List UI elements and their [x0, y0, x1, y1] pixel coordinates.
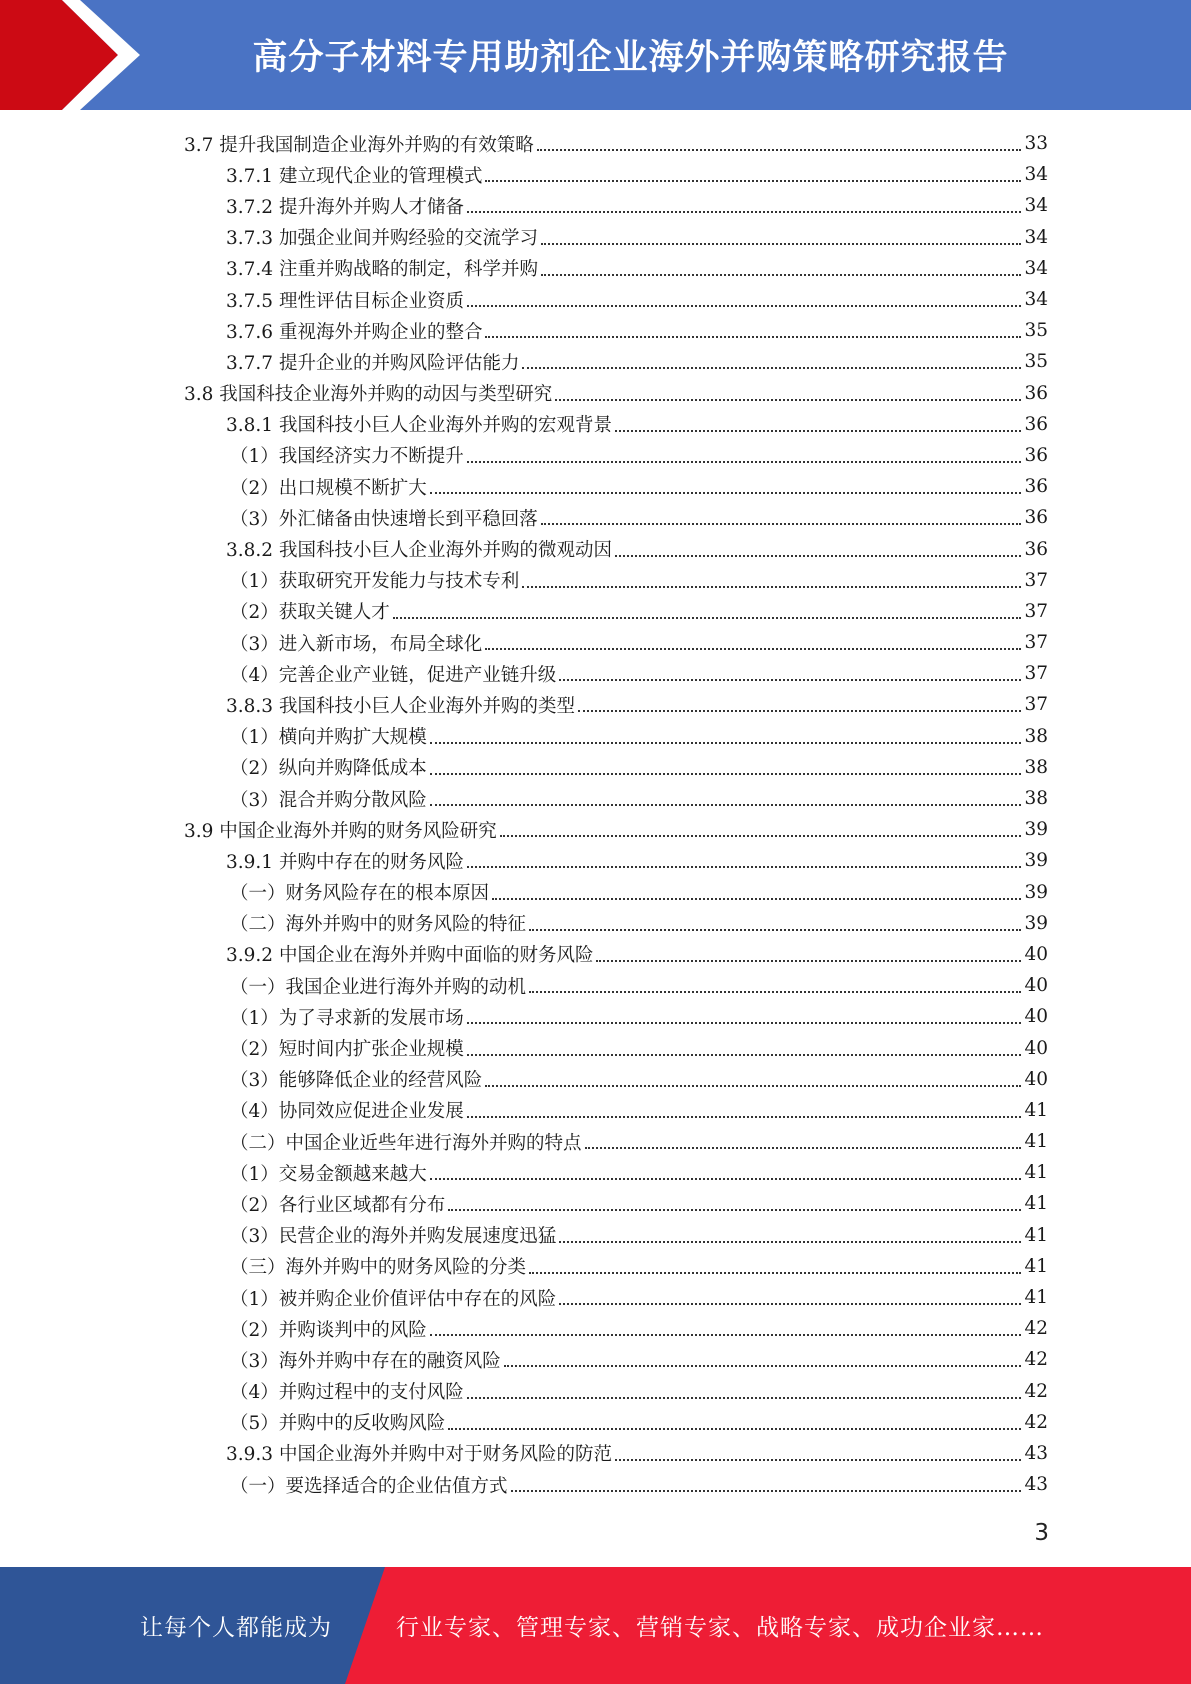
- toc-entry-page: 41: [1024, 1131, 1048, 1153]
- toc-entry-page: 42: [1024, 1380, 1048, 1402]
- toc-entry-page: 33: [1024, 133, 1048, 155]
- toc-leader-dots: [522, 585, 1021, 588]
- toc-entry[interactable]: [184, 1251, 1048, 1282]
- toc-leader-dots: [485, 335, 1021, 338]
- toc-leader-dots: [541, 273, 1021, 276]
- toc-entry-label: 3.8.2 我国科技小巨人企业海外并购的微观动因: [226, 540, 612, 562]
- toc-entry-page: 34: [1024, 226, 1048, 248]
- toc-entry-page: 36: [1024, 507, 1048, 529]
- toc-entry-label: 3.7.5 理性评估目标企业资质: [226, 290, 464, 312]
- toc-leader-dots: [448, 1208, 1021, 1211]
- toc-entry[interactable]: [184, 627, 1048, 658]
- toc-entry-page: 35: [1024, 351, 1048, 373]
- report-title: 高分子材料专用助剂企业海外并购策略研究报告: [252, 38, 1009, 78]
- toc-entry-page: 37: [1024, 569, 1048, 591]
- toc-entry-label: （3）外汇储备由快速增长到平稳回落: [230, 508, 538, 530]
- toc-entry-label: 3.7.2 提升海外并购人才储备: [226, 196, 464, 218]
- toc-entry-page: 39: [1024, 881, 1048, 903]
- toc-entry[interactable]: [184, 814, 1048, 845]
- toc-leader-dots: [485, 179, 1021, 182]
- toc-leader-dots: [467, 1115, 1022, 1118]
- toc-entry-page: 37: [1024, 663, 1048, 685]
- toc-leader-dots: [448, 1427, 1021, 1430]
- toc-leader-dots: [467, 210, 1021, 213]
- toc-entry-page: 40: [1024, 1068, 1048, 1090]
- toc-entry[interactable]: [184, 721, 1048, 752]
- toc-entry[interactable]: [184, 908, 1048, 939]
- toc-entry-page: 34: [1024, 257, 1048, 279]
- toc-entry[interactable]: [184, 689, 1048, 720]
- toc-leader-dots: [467, 304, 1021, 307]
- toc-leader-dots: [467, 1396, 1022, 1399]
- toc-entry-label: （3）能够降低企业的经营风险: [230, 1070, 483, 1092]
- toc-entry-label: （一）我国企业进行海外并购的动机: [230, 976, 527, 998]
- toc-entry-page: 36: [1024, 476, 1048, 498]
- toc-entry-label: （2）短时间内扩张企业规模: [230, 1039, 464, 1061]
- toc-entry-page: 40: [1024, 1037, 1048, 1059]
- toc-entry-page: 40: [1024, 943, 1048, 965]
- toc-entry-page: 34: [1024, 195, 1048, 217]
- toc-entry-label: 3.9.1 并购中存在的财务风险: [226, 851, 464, 873]
- toc-leader-dots: [511, 1489, 1022, 1492]
- toc-leader-dots: [529, 1271, 1021, 1274]
- toc-entry-page: 41: [1024, 1287, 1048, 1309]
- toc-leader-dots: [467, 865, 1021, 868]
- toc-entry-label: 3.7.7 提升企业的并购风险评估能力: [226, 352, 520, 374]
- toc-entry-page: 42: [1024, 1318, 1048, 1340]
- toc-entry[interactable]: [184, 565, 1048, 596]
- toc-leader-dots: [467, 1021, 1022, 1024]
- toc-leader-dots: [541, 242, 1021, 245]
- toc-entry-page: 36: [1024, 413, 1048, 435]
- toc-entry[interactable]: [184, 409, 1048, 440]
- toc-entry-label: （4）协同效应促进企业发展: [230, 1101, 464, 1123]
- page-header: [0, 0, 1191, 110]
- toc-leader-dots: [504, 1364, 1022, 1367]
- toc-entry[interactable]: [184, 877, 1048, 908]
- toc-entry-label: 3.7.1 建立现代企业的管理模式: [226, 165, 483, 187]
- toc-entry-page: 41: [1024, 1099, 1048, 1121]
- toc-leader-dots: [578, 709, 1021, 712]
- toc-entry-page: 42: [1024, 1411, 1048, 1433]
- toc-entry-label: （2）各行业区域都有分布: [230, 1194, 446, 1216]
- toc-entry-page: 40: [1024, 1006, 1048, 1028]
- toc-entry[interactable]: [184, 159, 1048, 190]
- toc-entry-label: 3.8.1 我国科技小巨人企业海外并购的宏观背景: [226, 415, 612, 437]
- toc-leader-dots: [492, 897, 1021, 900]
- toc-entry-page: 43: [1024, 1474, 1048, 1496]
- toc-entry[interactable]: [184, 1469, 1048, 1500]
- toc-entry-page: 37: [1024, 600, 1048, 622]
- toc-entry-label: （2）出口规模不断扩大: [230, 477, 427, 499]
- toc-entry[interactable]: [184, 596, 1048, 627]
- toc-entry-page: 36: [1024, 382, 1048, 404]
- toc-entry-label: （4）完善企业产业链，促进产业链升级: [230, 664, 557, 686]
- toc-entry[interactable]: [184, 471, 1048, 502]
- toc-entry-label: （三）海外并购中的财务风险的分类: [230, 1257, 527, 1279]
- toc-entry-label: 3.7 提升我国制造企业海外并购的有效策略: [184, 134, 534, 156]
- toc-entry[interactable]: [184, 783, 1048, 814]
- toc-entry-label: 3.9.3 中国企业海外并购中对于财务风险的防范: [226, 1444, 612, 1466]
- toc-entry[interactable]: [184, 533, 1048, 564]
- toc-leader-dots: [529, 928, 1021, 931]
- toc-entry-label: （3）混合并购分散风险: [230, 789, 427, 811]
- toc-entry-label: 3.7.4 注重并购战略的制定，科学并购: [226, 259, 538, 281]
- toc-entry-label: （一）要选择适合的企业估值方式: [230, 1475, 508, 1497]
- toc-leader-dots: [615, 1458, 1021, 1461]
- toc-entry-label: （1）获取研究开发能力与技术专利: [230, 571, 520, 593]
- toc-leader-dots: [537, 148, 1022, 151]
- toc-entry-page: 38: [1024, 756, 1048, 778]
- toc-entry[interactable]: [184, 284, 1048, 315]
- toc-leader-dots: [393, 616, 1022, 619]
- toc-entry-page: 35: [1024, 320, 1048, 342]
- toc-entry-page: 39: [1024, 850, 1048, 872]
- toc-entry[interactable]: [184, 346, 1048, 377]
- page-number: 3: [1034, 1520, 1049, 1546]
- toc-entry[interactable]: [184, 1438, 1048, 1469]
- toc-entry-page: 39: [1024, 912, 1048, 934]
- toc-entry-label: 3.7.3 加强企业间并购经验的交流学习: [226, 228, 538, 250]
- toc-leader-dots: [430, 803, 1022, 806]
- toc-leader-dots: [430, 741, 1022, 744]
- toc-entry-page: 40: [1024, 975, 1048, 997]
- toc-entry-page: 37: [1024, 632, 1048, 654]
- toc-entry[interactable]: [184, 1032, 1048, 1063]
- toc-entry[interactable]: [184, 1001, 1048, 1032]
- toc-leader-dots: [430, 1333, 1022, 1336]
- toc-entry[interactable]: [184, 1095, 1048, 1126]
- toc-entry[interactable]: [184, 190, 1048, 221]
- toc-entry[interactable]: [184, 970, 1048, 1001]
- toc-entry[interactable]: [184, 1126, 1048, 1157]
- toc-entry[interactable]: [184, 939, 1048, 970]
- toc-entry[interactable]: [184, 1407, 1048, 1438]
- toc-leader-dots: [430, 1177, 1022, 1180]
- toc-entry-label: （5）并购中的反收购风险: [230, 1413, 446, 1435]
- toc-entry[interactable]: [184, 1282, 1048, 1313]
- toc-entry-label: （3）海外并购中存在的融资风险: [230, 1350, 501, 1372]
- page-footer: [0, 1567, 1191, 1684]
- toc-leader-dots: [467, 1053, 1022, 1056]
- toc-leader-dots: [585, 1146, 1022, 1149]
- toc-leader-dots: [596, 959, 1021, 962]
- toc-leader-dots: [559, 1302, 1021, 1305]
- toc-leader-dots: [430, 491, 1022, 494]
- toc-entry-label: （4）并购过程中的支付风险: [230, 1382, 464, 1404]
- toc-entry[interactable]: [184, 440, 1048, 471]
- toc-entry-page: 43: [1024, 1442, 1048, 1464]
- toc-leader-dots: [500, 834, 1022, 837]
- toc-entry-page: 41: [1024, 1255, 1048, 1277]
- toc-entry-label: 3.8 我国科技企业海外并购的动因与类型研究: [184, 384, 553, 406]
- toc-entry[interactable]: [184, 222, 1048, 253]
- toc-leader-dots: [559, 678, 1021, 681]
- toc-entry-page: 34: [1024, 164, 1048, 186]
- toc-leader-dots: [430, 772, 1022, 775]
- toc-leader-dots: [485, 1084, 1021, 1087]
- toc-entry[interactable]: [184, 378, 1048, 409]
- toc-entry-page: 41: [1024, 1224, 1048, 1246]
- toc-entry[interactable]: [184, 1064, 1048, 1095]
- header-arrow-decoration: [0, 0, 150, 110]
- toc-entry[interactable]: [184, 1157, 1048, 1188]
- toc-leader-dots: [467, 460, 1022, 463]
- toc-entry-label: （1）我国经济实力不断提升: [230, 446, 464, 468]
- toc-entry[interactable]: [184, 502, 1048, 533]
- toc-entry[interactable]: [184, 1376, 1048, 1407]
- toc-entry-label: （一）财务风险存在的根本原因: [230, 883, 490, 905]
- toc-entry[interactable]: [184, 1313, 1048, 1344]
- toc-entry-page: 36: [1024, 444, 1048, 466]
- toc-entry[interactable]: [184, 315, 1048, 346]
- toc-entry[interactable]: [184, 752, 1048, 783]
- toc-entry-label: 3.9.2 中国企业在海外并购中面临的财务风险: [226, 945, 594, 967]
- toc-entry-label: 3.7.6 重视海外并购企业的整合: [226, 321, 483, 343]
- toc-entry-label: （3）民营企业的海外并购发展速度迅猛: [230, 1226, 557, 1248]
- toc-entry-label: （二）中国企业近些年进行海外并购的特点: [230, 1132, 582, 1154]
- toc-leader-dots: [559, 1240, 1021, 1243]
- toc-entry[interactable]: [184, 1188, 1048, 1219]
- toc-entry-page: 41: [1024, 1193, 1048, 1215]
- toc-entry-label: （1）为了寻求新的发展市场: [230, 1007, 464, 1029]
- table-of-contents: [184, 128, 1048, 1500]
- toc-entry-label: 3.9 中国企业海外并购的财务风险研究: [184, 820, 497, 842]
- toc-leader-dots: [485, 647, 1021, 650]
- toc-entry[interactable]: [184, 1220, 1048, 1251]
- toc-entry[interactable]: [184, 1344, 1048, 1375]
- toc-leader-dots: [615, 429, 1021, 432]
- toc-leader-dots: [541, 522, 1022, 525]
- toc-entry-label: （2）获取关键人才: [230, 602, 390, 624]
- toc-entry-label: 3.8.3 我国科技小巨人企业海外并购的类型: [226, 695, 575, 717]
- toc-entry-label: （1）被并购企业价值评估中存在的风险: [230, 1288, 557, 1310]
- toc-leader-dots: [615, 554, 1021, 557]
- footer-slogan-right: 行业专家、管理专家、营销专家、战略专家、成功企业家……: [396, 1615, 1044, 1641]
- toc-entry-label: （2）纵向并购降低成本: [230, 758, 427, 780]
- toc-entry-page: 34: [1024, 289, 1048, 311]
- toc-entry-page: 36: [1024, 538, 1048, 560]
- toc-entry-label: （1）交易金额越来越大: [230, 1163, 427, 1185]
- toc-entry-page: 39: [1024, 819, 1048, 841]
- toc-entry-label: （2）并购谈判中的风险: [230, 1319, 427, 1341]
- toc-entry-label: （3）进入新市场，布局全球化: [230, 633, 483, 655]
- toc-entry[interactable]: [184, 658, 1048, 689]
- toc-entry[interactable]: [184, 128, 1048, 159]
- toc-entry-page: 38: [1024, 788, 1048, 810]
- toc-entry[interactable]: [184, 253, 1048, 284]
- toc-leader-dots: [522, 366, 1021, 369]
- toc-entry-label: （二）海外并购中的财务风险的特征: [230, 914, 527, 936]
- toc-leader-dots: [555, 398, 1021, 401]
- toc-entry[interactable]: [184, 845, 1048, 876]
- toc-entry-label: （1）横向并购扩大规模: [230, 727, 427, 749]
- toc-entry-page: 41: [1024, 1162, 1048, 1184]
- toc-leader-dots: [529, 990, 1021, 993]
- footer-slogan-left: 让每个人都能成为: [140, 1615, 332, 1641]
- toc-entry-page: 37: [1024, 694, 1048, 716]
- toc-entry-page: 38: [1024, 725, 1048, 747]
- toc-entry-page: 42: [1024, 1349, 1048, 1371]
